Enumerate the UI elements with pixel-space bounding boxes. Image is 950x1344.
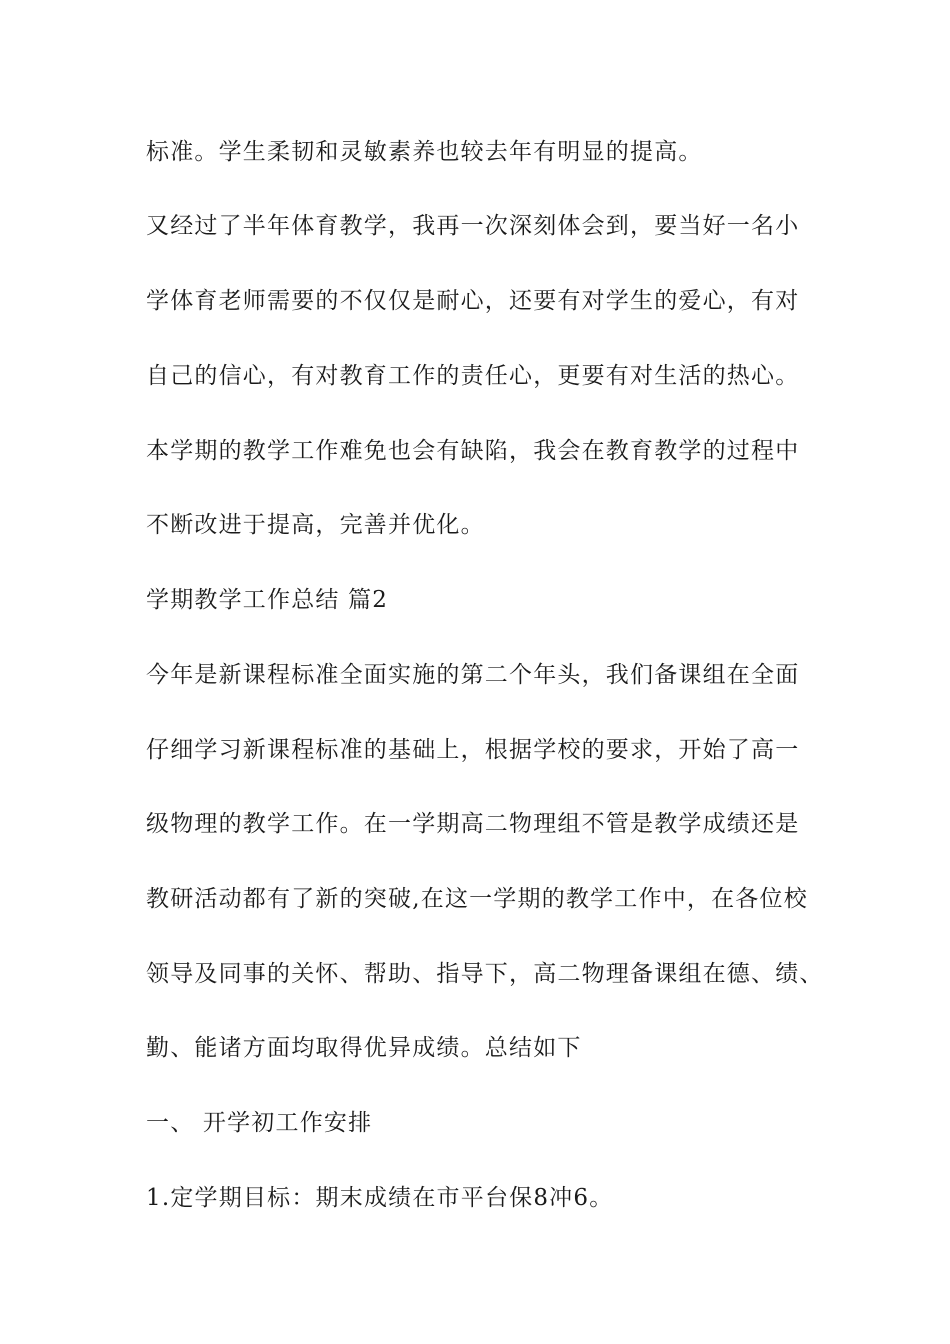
subheading: 一、 开学初工作安排 [146,1110,373,1136]
paragraph-line: 仔细学习新课程标准的基础上，根据学校的要求，开始了高一 [146,737,800,763]
paragraph-line: 学体育老师需要的不仅仅是耐心，还要有对学生的爱心，有对 [146,288,800,314]
list-item: 1.定学期目标：期末成绩在市平台保8冲6。 [146,1185,614,1211]
paragraph-line: 不断改进于提高，完善并优化。 [146,512,485,538]
paragraph-line: 今年是新课程标准全面实施的第二个年头，我们备课组在全面 [146,662,800,688]
paragraph-line: 勤、能诸方面均取得优异成绩。总结如下 [146,1035,582,1061]
paragraph-line: 标准。学生柔韧和灵敏素养也较去年有明显的提高。 [146,139,703,165]
paragraph-line: 又经过了半年体育教学，我再一次深刻体会到，要当好一名小 [146,213,800,239]
paragraph-line: 自己的信心，有对教育工作的责任心，更要有对生活的热心。 [146,363,800,389]
paragraph-line: 本学期的教学工作难免也会有缺陷，我会在教育教学的过程中 [146,438,800,464]
paragraph-line: 教研活动都有了新的突破,在这一学期的教学工作中，在各位校 [146,886,808,912]
section-heading: 学期教学工作总结 篇2 [146,587,389,613]
paragraph-line: 领导及同事的关怀、帮助、指导下，高二物理备课组在德、绩、 [146,961,824,987]
paragraph-line: 级物理的教学工作。在一学期高二物理组不管是教学成绩还是 [146,811,800,837]
